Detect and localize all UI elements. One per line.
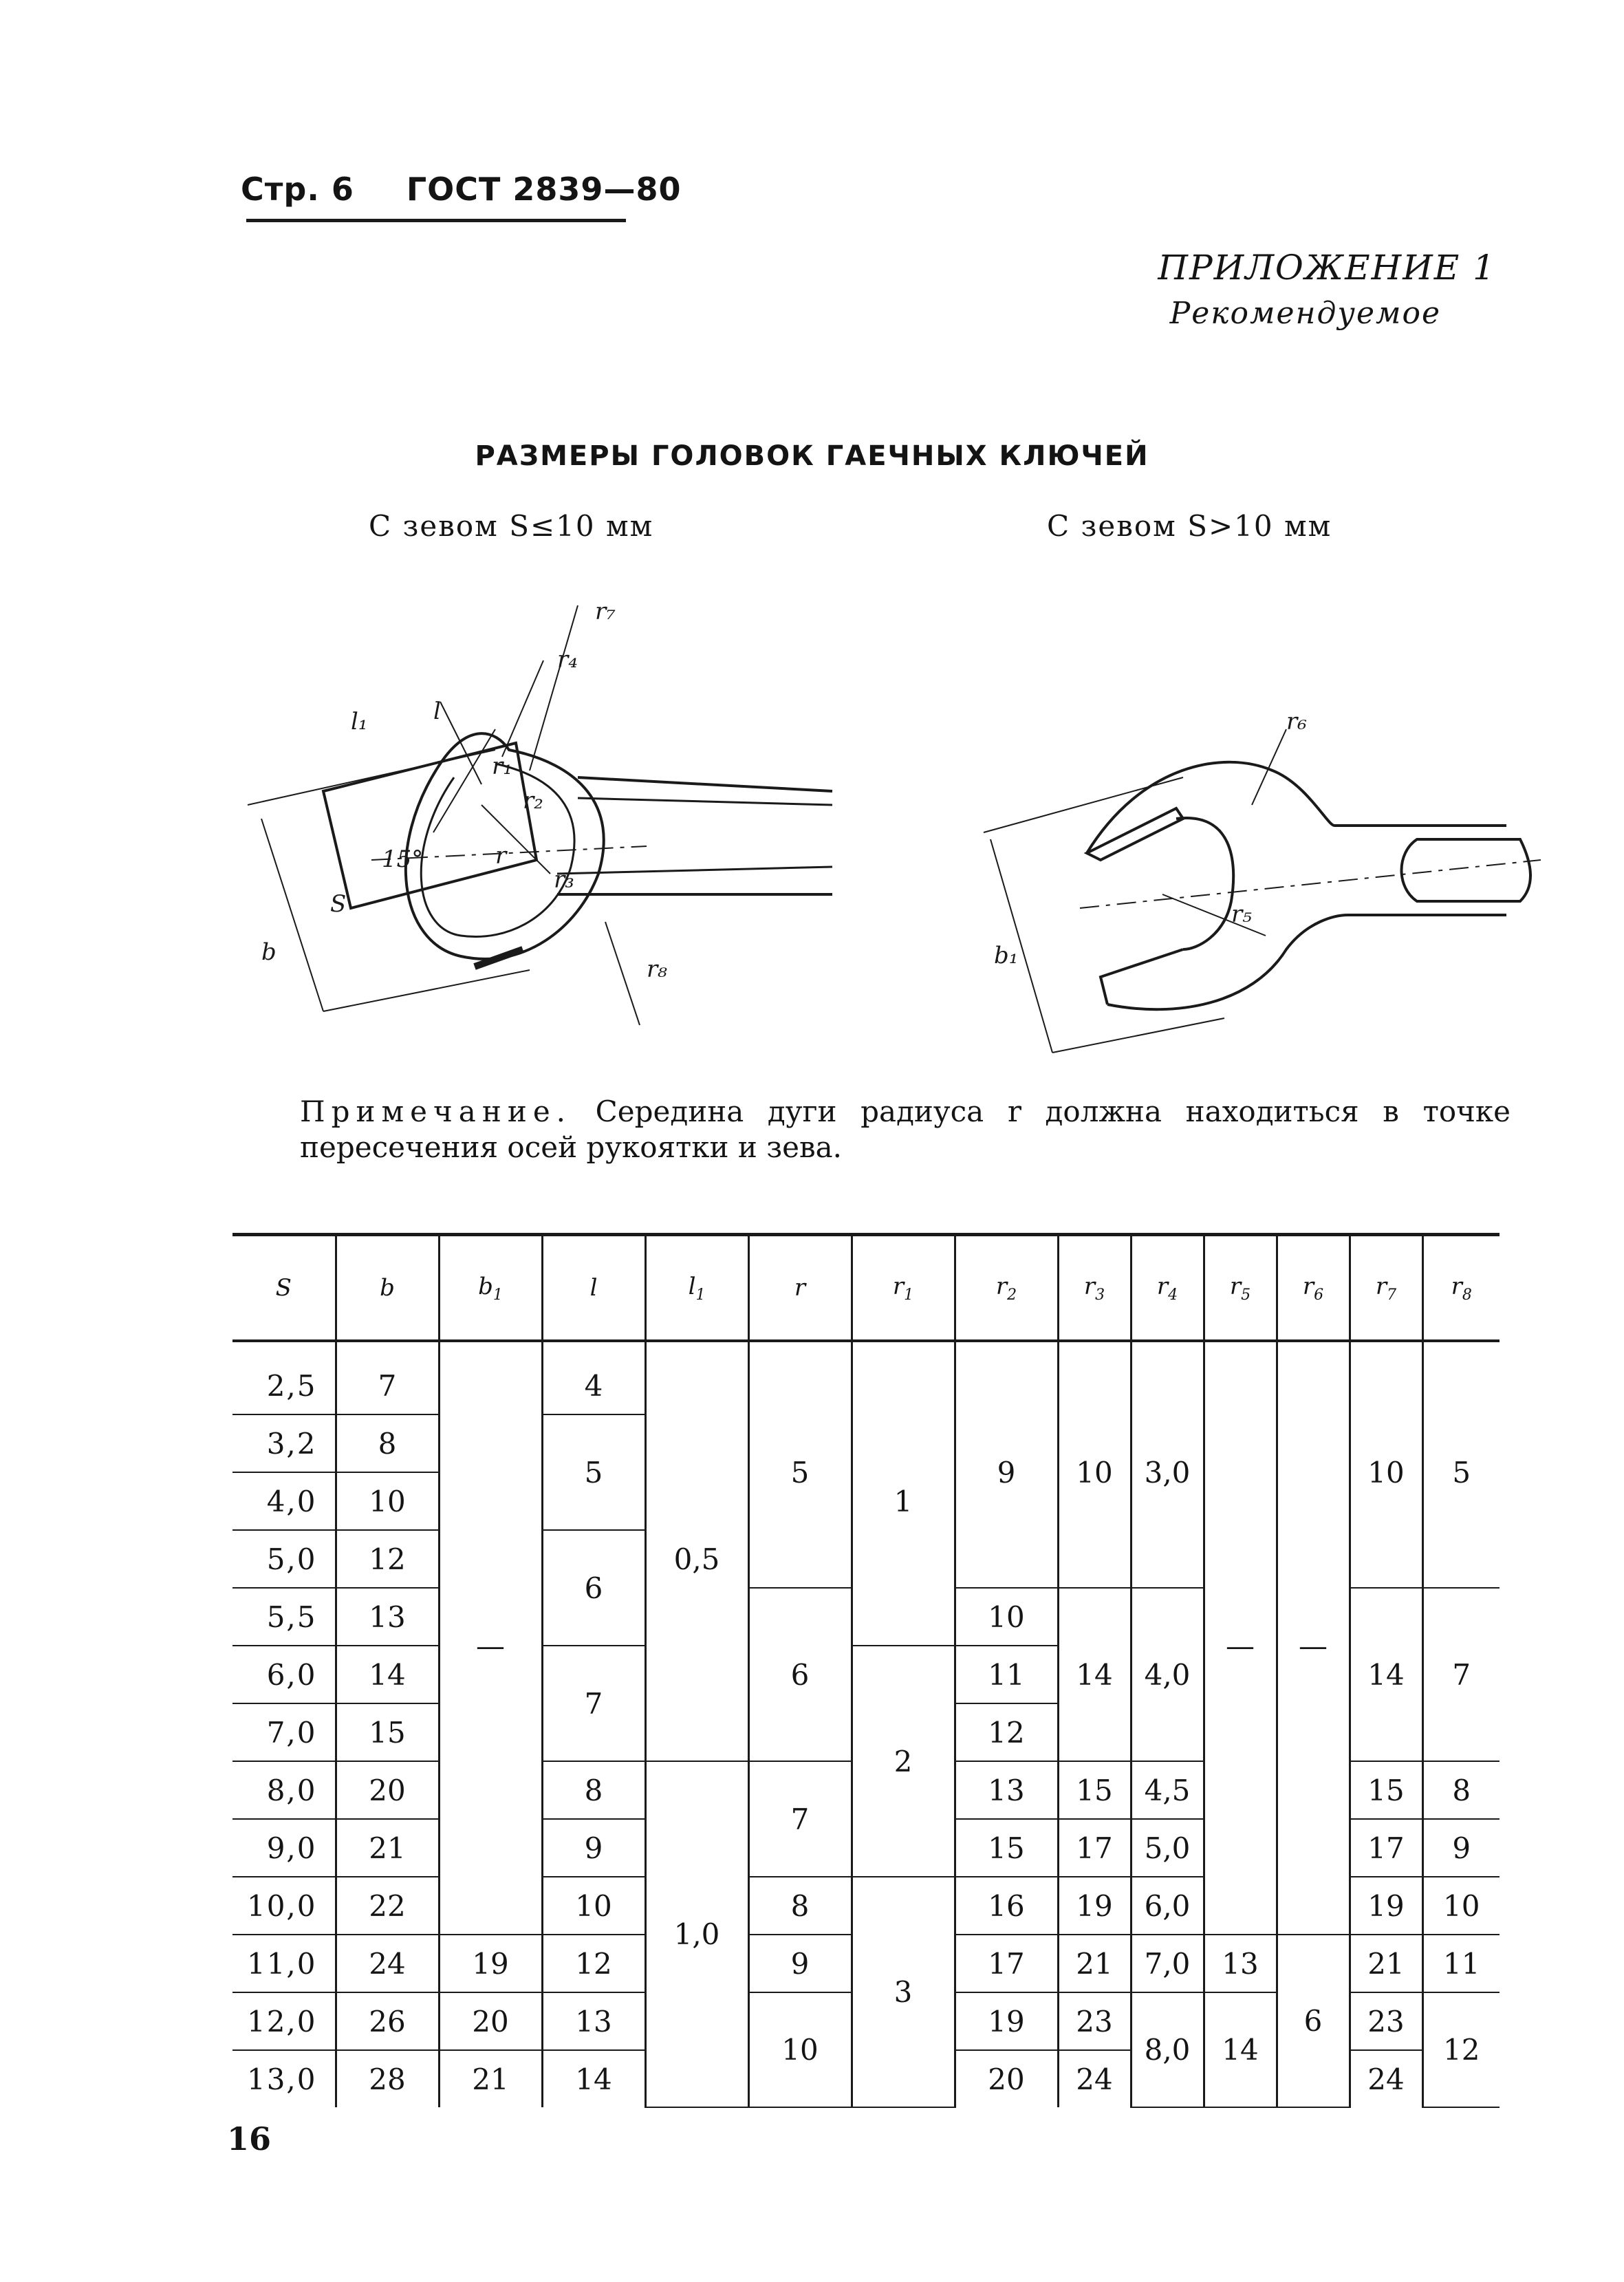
label-b1: b₁ — [994, 942, 1019, 969]
cell-r7: 10 — [1350, 1357, 1422, 1588]
cell-r8: 5 — [1422, 1357, 1500, 1588]
cell-b: 26 — [336, 1992, 439, 2050]
table-row — [232, 1357, 1500, 1414]
cell-s: 12,0 — [232, 1992, 336, 2050]
cell-r8: 12 — [1422, 1992, 1500, 2107]
cell-r7: 24 — [1350, 2050, 1422, 2107]
cell-l: 13 — [542, 1992, 645, 2050]
cell-b: 28 — [336, 2050, 439, 2107]
cell-r8: 9 — [1422, 1819, 1500, 1877]
cell-b1: 19 — [439, 1935, 542, 1992]
table-header-row — [232, 1235, 1500, 1342]
cell-r7: 19 — [1350, 1877, 1422, 1935]
dimensions-table — [232, 1233, 1500, 2108]
label-r8: r₈ — [647, 956, 667, 983]
cell-r: 9 — [748, 1935, 852, 1992]
cell-r3: 17 — [1058, 1819, 1131, 1877]
cell-s: 8,0 — [232, 1761, 336, 1819]
cell-l: 10 — [542, 1877, 645, 1935]
cell-s: 5,0 — [232, 1530, 336, 1588]
cell-r3: 10 — [1058, 1357, 1131, 1588]
header-r7: $r_7$ — [1350, 1235, 1422, 1342]
cell-r5: — — [1204, 1357, 1277, 1935]
cell-s: 5,5 — [232, 1588, 336, 1646]
cell-r4: 4,0 — [1131, 1588, 1204, 1761]
header-l1: $l_1$ — [645, 1235, 748, 1342]
cell-b: 21 — [336, 1819, 439, 1877]
cell-l: 14 — [542, 2050, 645, 2107]
cell-b: 12 — [336, 1530, 439, 1588]
cell-r2: 13 — [955, 1761, 1058, 1819]
cell-r7: 14 — [1350, 1588, 1422, 1761]
cell-r6: — — [1277, 1357, 1350, 1935]
cell-s: 6,0 — [232, 1646, 336, 1703]
cell-b: 20 — [336, 1761, 439, 1819]
cell-r4: 7,0 — [1131, 1935, 1204, 1992]
cell-l: 5 — [542, 1414, 645, 1530]
cell-b1: 20 — [439, 1992, 542, 2050]
header-s: S — [232, 1235, 336, 1342]
label-r1: r₁ — [492, 753, 512, 780]
cell-r8: 11 — [1422, 1935, 1500, 1992]
label-angle: 15° — [382, 846, 424, 873]
cell-b: 8 — [336, 1414, 439, 1472]
header-b: b — [336, 1235, 439, 1342]
label-r3: r₃ — [554, 866, 574, 894]
cell-b1: — — [439, 1357, 542, 1935]
cell-s: 9,0 — [232, 1819, 336, 1877]
cell-r6: 6 — [1277, 1935, 1350, 2107]
cell-b1: 21 — [439, 2050, 542, 2107]
document-title: РАЗМЕРЫ ГОЛОВОК ГАЕЧНЫХ КЛЮЧЕЙ — [475, 440, 1149, 472]
header-r3: $r_3$ — [1058, 1235, 1131, 1342]
cell-r2: 11 — [955, 1646, 1058, 1703]
cell-r8: 7 — [1422, 1588, 1500, 1761]
label-l: l — [433, 698, 441, 725]
header-r8: $r_8$ — [1422, 1235, 1500, 1342]
cell-r3: 24 — [1058, 2050, 1131, 2107]
header-r5: $r_5$ — [1204, 1235, 1277, 1342]
label-r7: r₇ — [595, 598, 616, 625]
header-r6: $r_6$ — [1277, 1235, 1350, 1342]
cell-b: 10 — [336, 1472, 439, 1530]
head-lower-outline — [1107, 915, 1506, 1009]
cell-r2: 20 — [955, 2050, 1058, 2107]
cell-b: 13 — [336, 1588, 439, 1646]
appendix-title: ПРИЛОЖЕНИЕ 1 — [1158, 248, 1496, 288]
cell-r2: 12 — [955, 1703, 1058, 1761]
header-l: l — [542, 1235, 645, 1342]
cell-r1: 1 — [852, 1357, 955, 1646]
cell-b: 14 — [336, 1646, 439, 1703]
label-r6: r₆ — [1286, 708, 1307, 735]
cell-r3: 19 — [1058, 1877, 1131, 1935]
cell-r4: 4,5 — [1131, 1761, 1204, 1819]
note-lead: Примечание. — [300, 1095, 572, 1128]
header-r4: $r_4$ — [1131, 1235, 1204, 1342]
cell-s: 7,0 — [232, 1703, 336, 1761]
cell-r1: 2 — [852, 1646, 955, 1877]
cell-l: 6 — [542, 1530, 645, 1646]
cell-r5: 14 — [1204, 1992, 1277, 2107]
cell-r8: 10 — [1422, 1877, 1500, 1935]
cell-r4: 8,0 — [1131, 1992, 1204, 2107]
cell-r7: 17 — [1350, 1819, 1422, 1877]
note-text: Середина дуги радиуса r должна находиться в точке пересечения осей рукоятки и зева. — [300, 1095, 1511, 1164]
label-r2: r₂ — [523, 787, 543, 815]
cell-r3: 14 — [1058, 1588, 1131, 1761]
header-r2: $r_2$ — [955, 1235, 1058, 1342]
cell-s: 10,0 — [232, 1877, 336, 1935]
handle-upper-edge — [578, 777, 832, 791]
cell-r3: 21 — [1058, 1935, 1131, 1992]
handle-slot — [1402, 839, 1531, 901]
cell-r5: 13 — [1204, 1935, 1277, 1992]
page-number: 16 — [227, 2120, 272, 2157]
cell-r: 5 — [748, 1357, 852, 1588]
cell-b: 7 — [336, 1357, 439, 1414]
cell-s: 2,5 — [232, 1357, 336, 1414]
wrench-figure-large — [977, 688, 1541, 1059]
cell-r4: 3,0 — [1131, 1357, 1204, 1588]
standard-id: ГОСТ 2839—80 — [406, 171, 682, 208]
label-r: r — [495, 842, 507, 870]
cell-l: 7 — [542, 1646, 645, 1761]
cell-r: 6 — [748, 1588, 852, 1761]
page-header — [241, 171, 681, 208]
cell-r7: 21 — [1350, 1935, 1422, 1992]
cell-l: 8 — [542, 1761, 645, 1819]
cell-s: 11,0 — [232, 1935, 336, 1992]
label-l1: l₁ — [351, 708, 368, 735]
header-b1: $b_1$ — [439, 1235, 542, 1342]
header-r: r — [748, 1235, 852, 1342]
cell-r7: 23 — [1350, 1992, 1422, 2050]
cell-r2: 17 — [955, 1935, 1058, 1992]
subtitle-large-jaw: С зевом S>10 мм — [1047, 509, 1332, 543]
cell-l1: 0,5 — [645, 1357, 748, 1761]
label-s: S — [330, 890, 347, 918]
cell-r: 8 — [748, 1877, 852, 1935]
cell-l: 4 — [542, 1357, 645, 1414]
cell-r2: 9 — [955, 1357, 1058, 1588]
cell-l: 9 — [542, 1819, 645, 1877]
cell-b: 15 — [336, 1703, 439, 1761]
cell-r7: 15 — [1350, 1761, 1422, 1819]
subtitle-small-jaw: С зевом S≤10 мм — [369, 509, 654, 543]
cell-r3: 15 — [1058, 1761, 1131, 1819]
note-paragraph — [300, 1094, 1511, 1165]
cell-r8: 8 — [1422, 1761, 1500, 1819]
cell-s: 13,0 — [246, 2062, 317, 2096]
cell-r: 10 — [748, 1992, 852, 2107]
cell-b: 24 — [336, 1935, 439, 1992]
cell-r: 7 — [748, 1761, 852, 1877]
cell-r2: 19 — [955, 1992, 1058, 2050]
header-rule — [246, 219, 626, 222]
wrench-figure-small — [234, 585, 853, 1053]
cell-s: 4,0 — [232, 1472, 336, 1530]
cell-r4: 6,0 — [1131, 1877, 1204, 1935]
label-r5: r₅ — [1231, 901, 1252, 928]
appendix-subtitle: Рекомендуемое — [1169, 296, 1441, 331]
cell-r3: 23 — [1058, 1992, 1131, 2050]
cell-r1: 3 — [852, 1877, 955, 2107]
label-r4: r₄ — [557, 646, 578, 674]
label-b: b — [261, 938, 277, 966]
cell-s: 3,2 — [232, 1414, 336, 1472]
cell-l: 12 — [542, 1935, 645, 1992]
cell-b: 22 — [336, 1877, 439, 1935]
cell-l1: 1,0 — [645, 1761, 748, 2107]
cell-r4: 5,0 — [1131, 1819, 1204, 1877]
page-label: Стр. 6 — [241, 171, 354, 208]
header-r1: $r_1$ — [852, 1235, 955, 1342]
cell-r2: 15 — [955, 1819, 1058, 1877]
cell-r2: 10 — [955, 1588, 1058, 1646]
cell-r2: 16 — [955, 1877, 1058, 1935]
